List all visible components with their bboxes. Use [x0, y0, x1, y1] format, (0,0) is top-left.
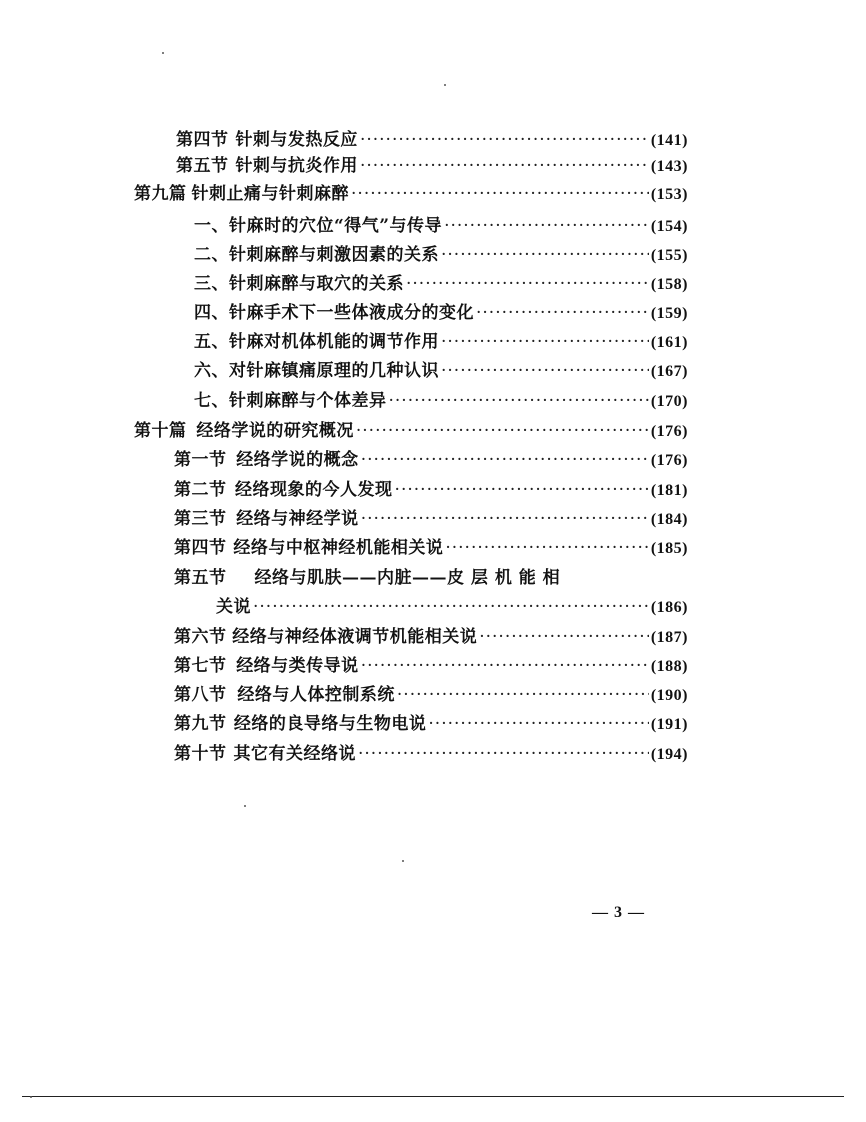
toc-entry-head: 六、	[194, 361, 229, 381]
toc-leader-dots	[441, 358, 649, 384]
toc-entry-page: (184)	[650, 511, 688, 528]
toc-leader-dots	[479, 624, 649, 650]
toc-leader-dots	[395, 477, 649, 503]
toc-entry-head: 第八节	[174, 685, 227, 705]
toc-entry	[194, 242, 688, 268]
toc-entry-page: (194)	[650, 746, 688, 763]
toc-leader-dots	[441, 329, 649, 355]
toc-entry-page: (159)	[650, 305, 688, 322]
toc-entry-page: (176)	[650, 423, 688, 440]
toc-entry-page: (154)	[650, 218, 688, 235]
toc-leader-dots	[360, 153, 649, 179]
toc-entry	[174, 653, 688, 679]
page-number: — 3 —	[592, 904, 645, 921]
toc-entry	[174, 682, 688, 708]
toc-entry-head: 第六节	[174, 627, 227, 647]
toc-entry	[194, 358, 688, 384]
toc-entry-title: 经络与类传导说	[236, 656, 359, 676]
scan-speck	[402, 860, 404, 862]
toc-entry-title: 经络现象的今人发现	[235, 480, 393, 500]
toc-part-head: 第十篇	[134, 421, 187, 441]
toc-entry-head: 第五节	[174, 568, 227, 588]
toc-entry-page: (185)	[650, 540, 688, 557]
toc-entry-page: (141)	[650, 132, 688, 149]
toc-entry-page: (191)	[650, 716, 688, 733]
toc-entry	[194, 329, 688, 355]
toc-entry-head: 第五节	[176, 156, 229, 176]
toc-entry-head: 第九节	[174, 714, 227, 734]
toc-entry-page: (153)	[650, 186, 688, 203]
toc-entry-head: 二、	[194, 245, 229, 265]
toc-leader-dots	[361, 653, 649, 679]
toc-entry-title: 经络与中枢神经机能相关说	[233, 538, 444, 558]
toc-entry	[174, 565, 688, 591]
toc-entry-title: 经络学说的概念	[236, 450, 359, 470]
toc-leader-dots	[361, 447, 649, 473]
toc-entry-head: 第二节	[174, 480, 227, 500]
toc-entry-head: 四、	[194, 303, 229, 323]
toc-entry-title: 针麻对机体机能的调节作用	[229, 332, 439, 352]
toc-entry-page: (161)	[650, 334, 688, 351]
toc-entry-page: (186)	[650, 599, 688, 616]
toc-entry-head: 一、	[194, 216, 229, 236]
toc-leader-dots	[397, 682, 649, 708]
toc-entry-title: 经络与肌肤——内脏——皮 层 机 能 相	[254, 568, 561, 588]
toc-entry	[174, 624, 688, 650]
toc-entry-head: 第三节	[174, 509, 227, 529]
toc-entry-title: 针刺麻醉与取穴的关系	[229, 274, 404, 294]
scan-speck	[162, 52, 164, 54]
toc-leader-dots	[476, 300, 649, 326]
toc-entry	[174, 535, 688, 561]
scan-speck	[244, 805, 246, 807]
toc-entry-title: 其它有关经络说	[233, 744, 356, 764]
toc-entry-page: (143)	[650, 158, 688, 175]
toc-entry	[194, 300, 688, 326]
bottom-rule	[22, 1096, 844, 1097]
toc-entry	[174, 711, 688, 737]
toc-entry	[176, 127, 688, 153]
toc-part-entry	[134, 181, 688, 207]
toc-entry-title: 针刺止痛与针刺麻醉	[191, 184, 350, 204]
toc-entry-head: 七、	[194, 391, 229, 411]
toc-entry-title: 针麻时的穴位“得气”与传导	[229, 216, 443, 236]
toc-entry-page: (167)	[650, 363, 688, 380]
toc-entry-title: 经络与神经体液调节机能相关说	[232, 627, 478, 647]
toc-leader-dots	[253, 594, 649, 620]
toc-entry-title: 针刺与发热反应	[235, 130, 358, 150]
toc-entry-head: 第七节	[174, 656, 227, 676]
toc-entry-head: 第十节	[174, 744, 227, 764]
toc-entry-head: 三、	[194, 274, 229, 294]
toc-entry-title: 经络与人体控制系统	[237, 685, 395, 705]
toc-entry-page: (181)	[650, 482, 688, 499]
toc-entry	[194, 213, 688, 239]
toc-leader-dots	[428, 711, 648, 737]
toc-entry	[194, 388, 688, 414]
toc-entry-title: 针刺与抗炎作用	[235, 156, 358, 176]
toc-entry-title: 针麻手术下一些体液成分的变化	[229, 303, 474, 323]
toc-entry	[176, 153, 688, 179]
toc-entry-title: 针刺麻醉与刺激因素的关系	[229, 245, 439, 265]
toc-entry-head: 第一节	[174, 450, 227, 470]
toc-leader-dots	[441, 242, 649, 268]
scan-speck	[444, 84, 446, 86]
toc-leader-dots	[445, 535, 649, 561]
toc-entry	[194, 271, 688, 297]
toc-entry-page: (155)	[650, 247, 688, 264]
toc-entry	[174, 506, 688, 532]
toc-entry-page: (188)	[650, 658, 688, 675]
toc-entry-title: 针刺麻醉与个体差异	[229, 391, 387, 411]
toc-leader-dots	[444, 213, 649, 239]
toc-entry	[174, 447, 688, 473]
toc-leader-dots	[360, 127, 649, 153]
toc-entry	[174, 477, 688, 503]
toc-entry-head: 五、	[194, 332, 229, 352]
toc-leader-dots	[356, 418, 649, 444]
toc-leader-dots	[389, 388, 649, 414]
toc-entry-title: 经络的良导络与生物电说	[233, 714, 427, 734]
toc-entry-page: (190)	[650, 687, 688, 704]
scan-speck	[30, 1096, 32, 1098]
toc-part-entry	[134, 418, 688, 444]
toc-entry	[174, 741, 688, 767]
toc-leader-dots	[358, 741, 649, 767]
toc-leader-dots	[351, 181, 649, 207]
toc-entry-title: 经络学说的研究概况	[196, 421, 354, 441]
toc-entry-page: (158)	[650, 276, 688, 293]
toc-entry-page: (170)	[650, 393, 688, 410]
toc-entry-continuation	[216, 594, 688, 620]
toc-entry-head: 第四节	[176, 130, 229, 150]
toc-leader-dots	[406, 271, 649, 297]
toc-part-head: 第九篇	[134, 184, 187, 204]
toc-entry-title: 关说	[216, 597, 251, 617]
toc-entry-page: (187)	[650, 629, 688, 646]
toc-entry-page: (176)	[650, 452, 688, 469]
toc-entry-title: 经络与神经学说	[236, 509, 359, 529]
toc-entry-title: 对针麻镇痛原理的几种认识	[229, 361, 439, 381]
toc-leader-dots	[361, 506, 649, 532]
toc-entry-head: 第四节	[174, 538, 227, 558]
